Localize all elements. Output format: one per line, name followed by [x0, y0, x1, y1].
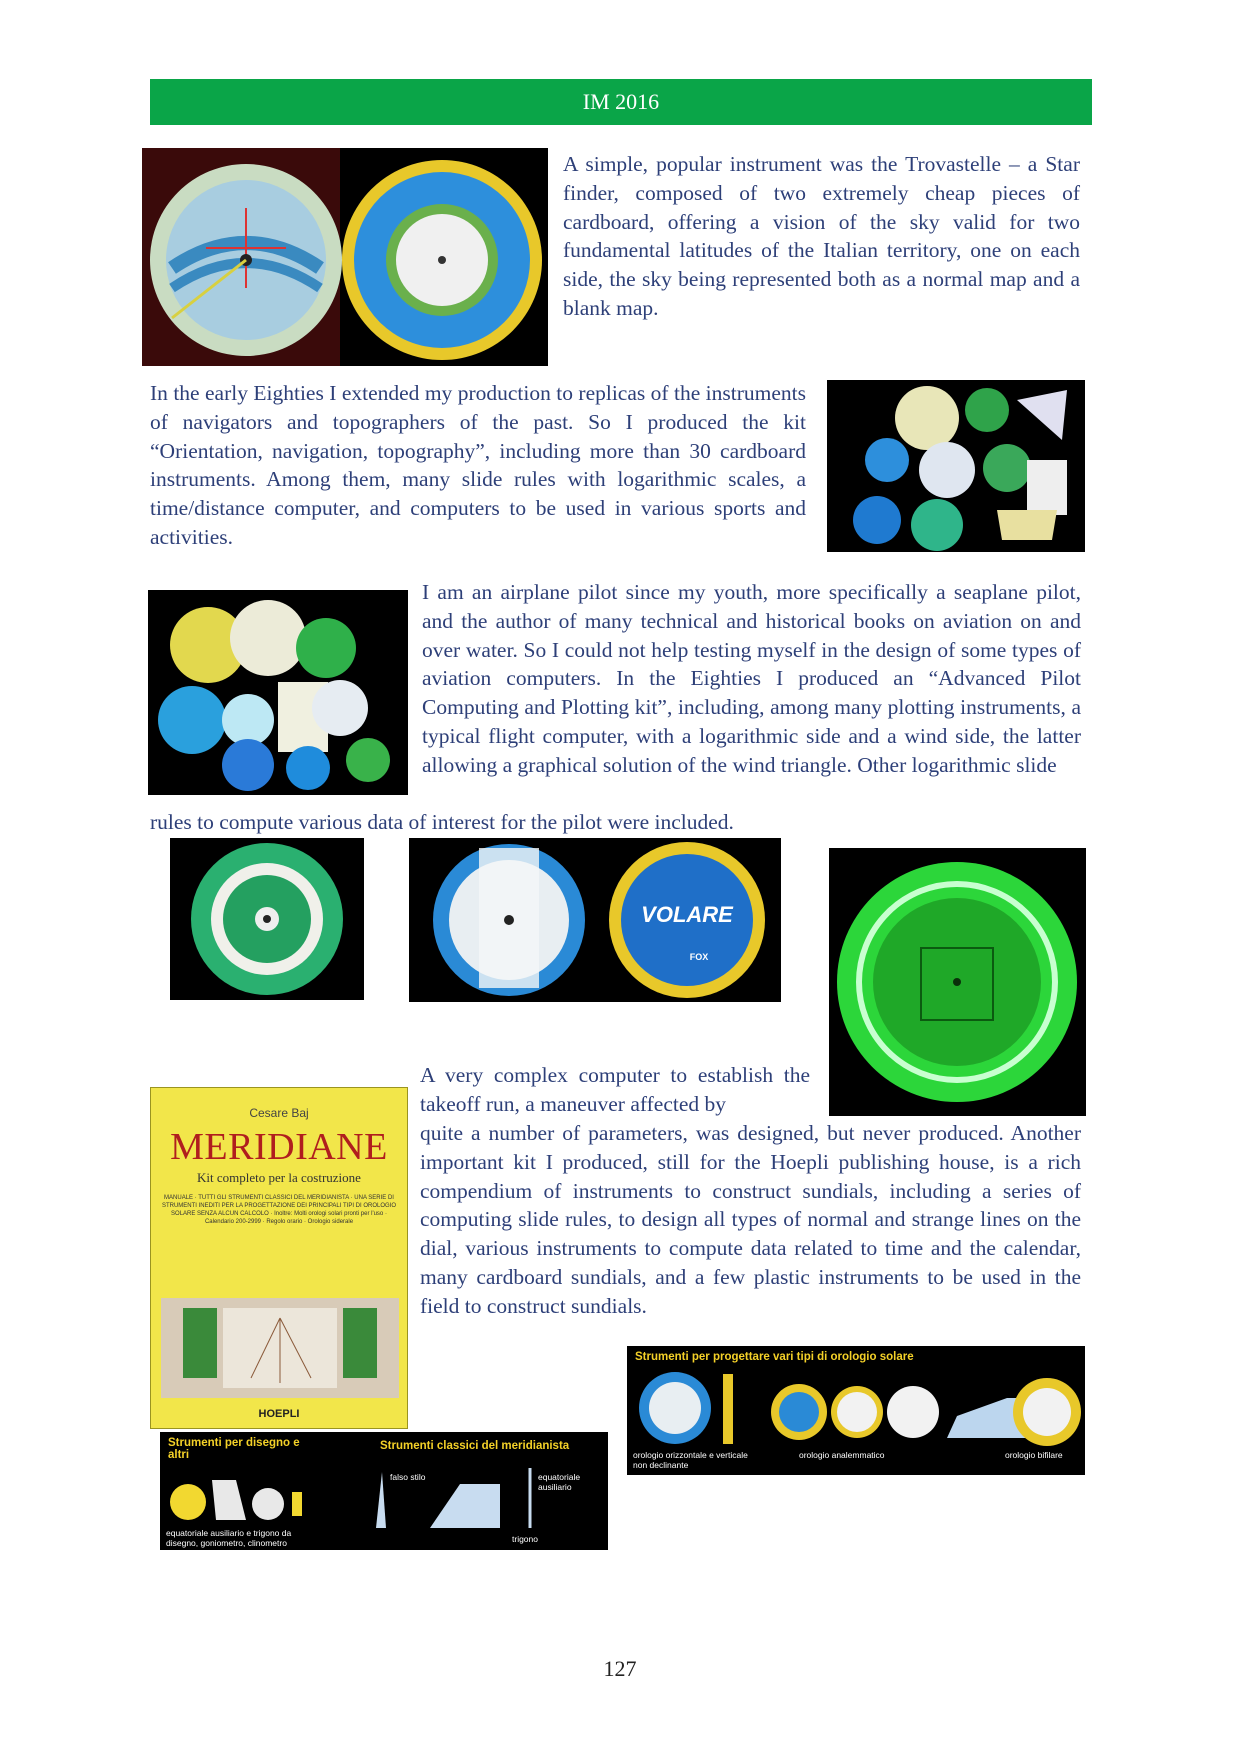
navigation-kit-image — [827, 380, 1085, 552]
fox-label: FOX — [689, 952, 709, 962]
navigation-kit-photo — [827, 380, 1085, 552]
paragraph-pilot: I am an airplane pilot since my youth, more specifically a seaplane pilot, and the author of many technical and historical books on aviation on and over water. So I could not help testing myself in the design of some types of aviation computers. In the Eighties I produced an “Advanced Pilot Computing and Plotting kit”, including, among many plotting instruments, a typical flight computer, with a logarithmic side and a wind side, the latter allowing a graphical solution of the wind triangle. Other logarithmic slide — [422, 580, 1081, 777]
cover-author: Cesare Baj — [249, 1106, 309, 1120]
cover-publisher: HOEPLI — [258, 1408, 300, 1420]
banner2-caption-drawing: equatoriale ausiliario e trigono da disegno, goniometro, clinometro — [166, 1528, 292, 1548]
page-number: 127 — [603, 1656, 637, 1681]
banner2-title-right: Strumenti classici del meridianista — [380, 1440, 570, 1452]
sundial-wall-image — [161, 1298, 399, 1398]
flight-computers-image — [409, 838, 781, 1002]
banner1-caption-analemmatic: orologio analemmatico — [799, 1450, 885, 1460]
banner1-caption-bifilar: orologio bifilare — [1005, 1450, 1063, 1460]
paragraph-takeoff-a: A very complex computer to establish the takeoff run, a maneuver affected by — [420, 1063, 810, 1116]
volare-label: VOLARE — [641, 902, 733, 927]
flight-computers-photo — [409, 838, 781, 1002]
pilot-computers-image — [148, 590, 408, 795]
banner1-instruments-image — [627, 1368, 1085, 1450]
sundial-instruments-banner — [627, 1346, 1085, 1475]
performance-computer-image — [170, 838, 364, 1000]
paragraph-early-eighties: In the early Eighties I extended my production to replicas of the instruments of navigators and topographers of the past. So I produced the kit “Orientation, navigation, topography”, including more than 30 cardboard instruments. Among them, many slide rules with logarithmic scales, a time/distance computer, and computers to be used in various sports and activities. — [150, 381, 806, 549]
banner1-caption-horizontal: orologio orizzontale e verticale non declinante — [633, 1450, 748, 1470]
banner2-title-left: Strumenti per disegno e altri — [168, 1437, 300, 1461]
classic-instruments-banner — [160, 1432, 608, 1550]
banner1-title: Strumenti per progettare vari tipi di orologio solare — [635, 1351, 914, 1363]
paragraph-trovastelle: A simple, popular instrument was the Trovastelle – a Star finder, composed of two extremely cheap pieces of cardboard, offering a vision of the sky valid for two fundamental latitudes of the Italian territory, one on each side, the sky being represented both as a normal map and a blank map. — [563, 152, 1080, 320]
banner2-caption-trigono: trigono — [512, 1534, 538, 1544]
meridiane-book-cover — [150, 1087, 408, 1429]
cover-small-text: MANUALE · TUTTI GLI STRUMENTI CLASSICI DEL MERIDIANISTA · UNA SERIE DI STRUMENTI INEDITI PER LA PROGETTAZIONE DEI PRINCIPALI TIPI DI OROLOGIO SOLARE SENZA ALCUN CALCOLO · Inoltre: Molti orologi solari pronti per l'uso · Calendario 200-2999 · Regolo orario · Orologio siderale — [161, 1195, 397, 1225]
banner2-caption-falso-stilo: falso stilo — [390, 1472, 426, 1482]
star-finder-photo — [142, 148, 548, 366]
paragraph-takeoff-b: quite a number of parameters, was designed, but never produced. Another important kit I produced, still for the Hoepli publishing house, is a rich compendium of instruments to construct sundials, including a series of computing slide rules, to design all types of normal and strange lines on the dial, various instruments to compute data related to time and the calendar, many cardboard sundials, and a few plastic instruments to be used in the field to construct sundials. — [420, 1121, 1081, 1318]
running-header — [150, 79, 1092, 125]
pilot-computers-photo — [148, 590, 408, 795]
paragraph-pilot-end: rules to compute various data of interest for the pilot were included. — [150, 810, 734, 834]
header-title: IM 2016 — [582, 89, 660, 114]
cover-title: MERIDIANE — [170, 1126, 388, 1168]
performance-computer-photo — [170, 838, 364, 1000]
cover-subtitle: Kit completo per la costruzione — [197, 1170, 361, 1185]
banner2-caption-equatoriale: equatoriale ausiliario — [538, 1472, 581, 1492]
takeoff-computer-image — [829, 848, 1086, 1116]
takeoff-computer-photo — [829, 848, 1086, 1116]
star-finder-image — [142, 148, 548, 366]
